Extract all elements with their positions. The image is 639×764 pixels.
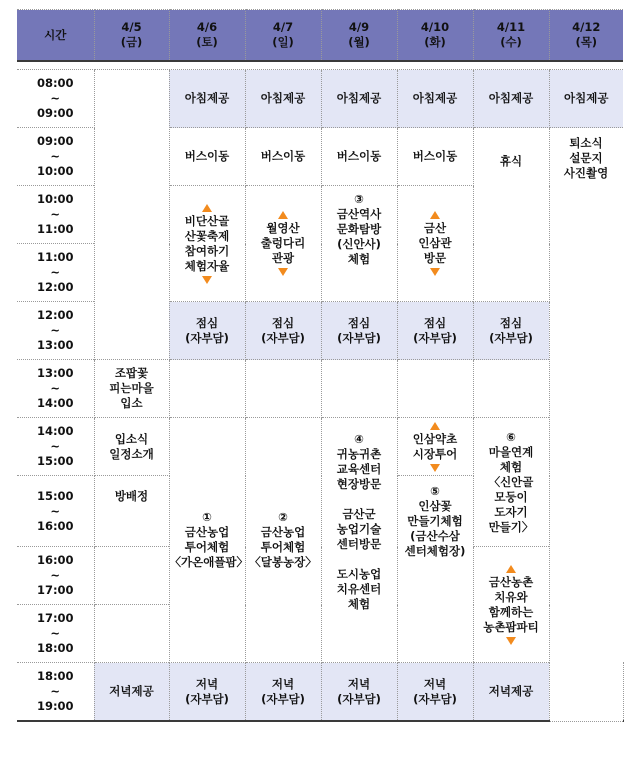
time-slot [17,302,94,360]
time-slot [17,605,94,663]
dinner-cell: 저녁제공 [94,663,169,722]
opening-cell: 입소식 일정소개 [94,418,169,476]
header-dow: (수) [500,35,522,49]
time-start: 12:00 [36,308,74,322]
time-sep: ~ [50,439,61,453]
header-date: 4/7 [272,20,294,34]
time-end: 09:00 [36,106,74,120]
time-row [17,663,623,722]
activity-text: 비단산골 산꽃축제 참여하기 체험자율 [184,213,230,273]
empty-cell [397,360,473,418]
header-dow: (일) [272,35,294,49]
activity-text: 귀농귀촌 교육센터 현장방문 [336,447,382,491]
empty-cell [473,360,549,418]
time-sep: ~ [50,684,61,698]
header-date: 4/12 [572,20,601,34]
lunch-cell: 점심 (자부담) [397,302,473,360]
time-sep: ~ [50,207,61,221]
arrow-down-icon [202,276,212,284]
activity-text: 금산역사 문화탐방 (신안사) 체험 [336,207,382,266]
activity-cell [397,476,473,663]
time-end: 14:00 [36,396,74,410]
time-start: 14:00 [36,424,74,438]
header-day-0406 [169,10,245,62]
time-start: 13:00 [36,366,74,380]
header-dow: (월) [348,35,370,49]
arrow-down-icon [430,464,440,472]
arrow-up-icon [430,422,440,430]
time-row [17,70,623,128]
time-sep: ~ [50,91,61,105]
header-day-0411 [473,10,549,62]
header-date: 4/10 [420,20,450,34]
dinner-cell: 저녁 (자부담) [169,663,245,722]
activity-number: ② [278,510,288,524]
schedule-table [17,9,623,722]
dinner-cell: 저녁 (자부담) [397,663,473,722]
header-date: 4/6 [196,20,218,34]
dinner-cell: 저녁 (자부담) [245,663,321,722]
dinner-cell: 저녁 (자부담) [321,663,397,722]
breakfast-cell: 아침제공 [321,70,397,128]
header-date: 4/11 [496,20,526,34]
activity-number: ⑤ [430,484,440,498]
time-row [17,360,623,418]
time-end: 12:00 [36,280,74,294]
activity-text: 월영산 출렁다리 관광 [260,221,306,265]
spacer-cell [17,61,623,70]
empty-cell [94,547,169,605]
time-end: 11:00 [36,222,74,236]
bus-cell: 버스이동 [397,128,473,186]
time-slot [17,360,94,418]
header-date: 4/5 [121,20,142,34]
time-slot [17,547,94,605]
arrow-up-icon [202,204,212,212]
activity-text: 인삼약초 시장투어 [412,431,458,461]
activity-text: 인삼꽃 만들기체험 (금산수삼 센터체험장) [404,499,466,558]
activity-number: ⑥ [506,429,516,444]
time-start: 10:00 [36,192,74,206]
time-sep: ~ [50,568,61,582]
activity-text: 도시농업 치유센터 체험 [336,567,382,611]
time-end: 13:00 [36,338,74,352]
header-day-0407 [245,10,321,62]
activity-cell [169,418,249,663]
activity-cell [245,418,321,663]
activity-text: 금산농촌 치유와 함께하는 농촌팜파티 [483,574,539,634]
header-day-0409 [321,10,397,62]
spacer-row [17,61,623,70]
breakfast-cell: 아침제공 [549,70,623,128]
time-start: 18:00 [36,669,74,683]
time-sep: ~ [50,503,61,518]
lunch-cell: 점심 (자부담) [321,302,397,360]
time-start: 17:00 [36,611,74,625]
header-dow: (목) [575,35,598,49]
time-start: 15:00 [36,488,74,503]
activity-cell [397,418,473,476]
time-slot [17,476,94,547]
header-day-0405 [94,10,169,62]
activity-cell [321,418,397,663]
time-sep: ~ [50,149,61,163]
activity-text: 금산 인삼관 방문 [418,221,452,265]
checkout-cell: 퇴소식 설문지 사진촬영 [549,128,623,722]
empty-cell [245,360,321,418]
time-sep: ~ [50,381,61,395]
time-end: 19:00 [36,699,74,713]
activity-cell [245,186,321,302]
activity-text: 마을연계 체험 〈신안골 모둥이 도자기 만들기〉 [488,444,534,534]
activity-cell [321,186,397,302]
time-slot [17,70,94,128]
breakfast-cell: 아침제공 [245,70,321,128]
activity-number: ④ [354,432,364,446]
header-dow: (토) [196,35,218,49]
lunch-cell: 점심 (자부담) [169,302,245,360]
breakfast-cell: 아침제공 [169,70,245,128]
breakfast-cell: 아침제공 [397,70,473,128]
time-sep: ~ [50,265,61,279]
arrow-up-icon [278,211,288,219]
time-slot [17,418,94,476]
bus-cell: 버스이동 [245,128,321,186]
schedule-table-wrapper [17,9,623,722]
time-sep: ~ [50,626,61,640]
time-end: 18:00 [36,641,74,655]
time-end: 16:00 [36,518,74,533]
activity-cell [473,418,549,547]
time-slot [17,128,94,186]
bus-cell: 버스이동 [321,128,397,186]
activity-text: 금산군 농업기술 센터방문 [336,507,382,551]
arrow-down-icon [278,268,288,276]
time-end: 17:00 [36,583,74,597]
time-slot [17,186,94,244]
empty-cell [94,605,169,663]
time-start: 08:00 [36,76,74,90]
activity-number: ① [202,510,212,524]
header-dow: (금) [120,35,143,49]
arrow-down-icon [506,637,516,645]
rest-cell: 휴식 [473,128,549,302]
header-dow: (화) [424,35,446,49]
time-start: 11:00 [36,250,74,264]
lunch-cell: 점심 (자부담) [245,302,321,360]
time-end: 10:00 [36,164,74,178]
breakfast-cell: 아침제공 [473,70,549,128]
arrival-cell: 조팝꽃 피는마을 입소 [94,360,169,418]
arrow-up-icon [506,565,516,573]
activity-text: 금산농업 투어체험 〈가온애플팜〉 [169,525,249,569]
time-slot [17,244,94,302]
activity-cell [473,547,549,663]
activity-text: 금산농업 투어체험 〈달봉농장〉 [249,525,317,569]
header-day-0410 [397,10,473,62]
activity-cell [169,186,245,302]
arrow-down-icon [430,268,440,276]
empty-cell [94,70,169,360]
activity-number: ③ [354,192,364,206]
header-time: 시간 [17,10,94,62]
rooms-cell: 방배정 [94,476,169,547]
empty-cell [321,360,397,418]
lunch-cell: 점심 (자부담) [473,302,549,360]
time-row [17,418,623,476]
arrow-up-icon [430,211,440,219]
empty-cell [169,360,245,418]
time-end: 15:00 [36,454,74,468]
time-start: 16:00 [36,553,74,567]
header-date: 4/9 [348,20,370,34]
time-sep: ~ [50,323,61,337]
header-day-0412 [549,10,623,62]
header-row [17,10,623,62]
dinner-cell: 저녁제공 [473,663,549,722]
activity-cell [397,186,473,302]
bus-cell: 버스이동 [169,128,245,186]
time-slot [17,663,94,722]
time-start: 09:00 [36,134,74,148]
